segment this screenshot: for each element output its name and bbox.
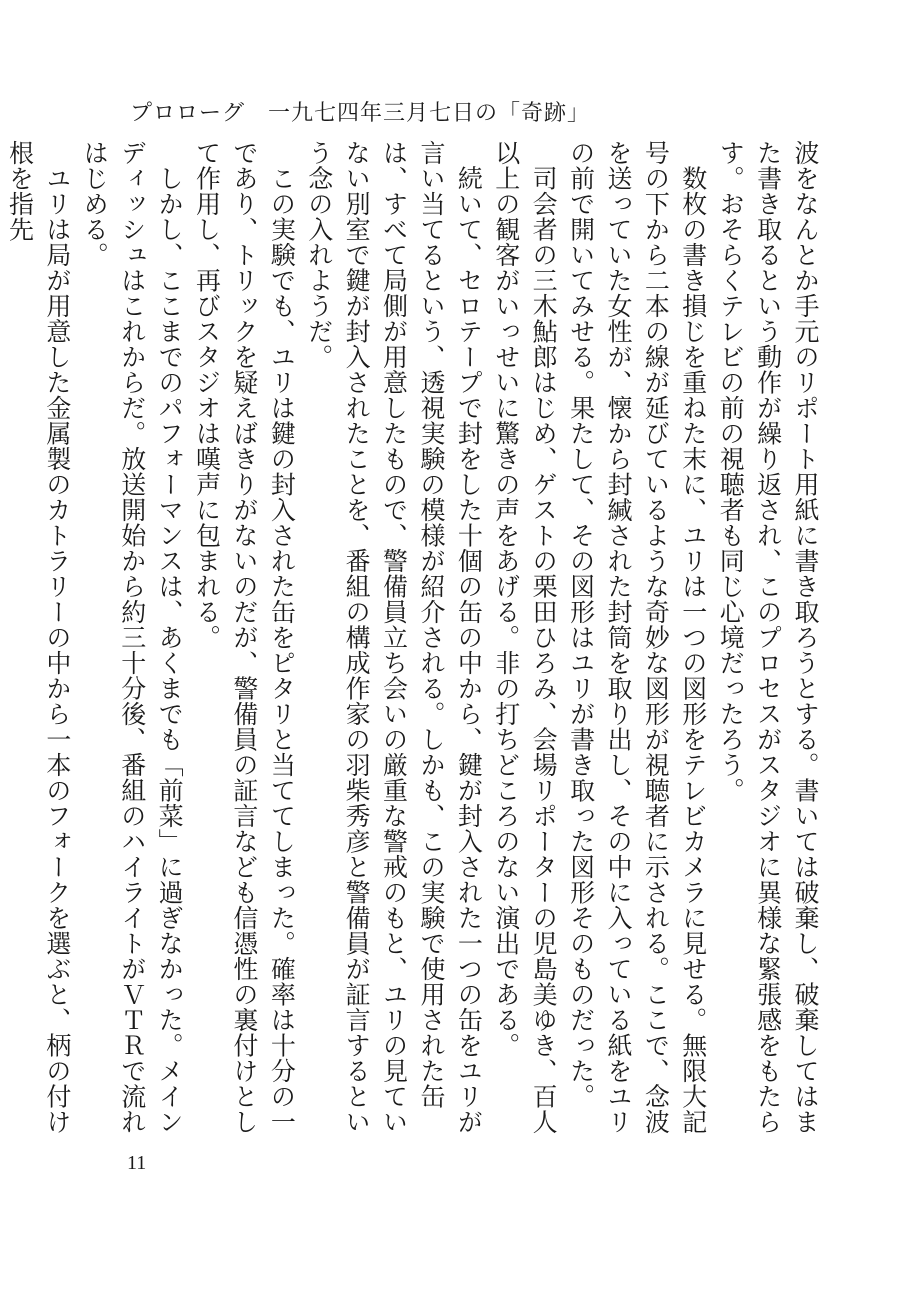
paragraph: 波をなんとか手元のリポート用紙に書き取ろうとする。書いては破棄し、破棄してはまた書き取るという動作が繰り返され、このプロセスがスタジオに異様な緊張感をもたらす。おそらくテレビの前の視聴者も同じ心境だったろう。	[716, 140, 820, 1135]
running-head: プロローグ 一九七四年三月七日の「奇跡」	[130, 101, 591, 126]
paragraph: 続いて、セロテープで封をした十個の缶の中から、鍵が封入された一つの缶をユリが言い当てるという、透視実験の模様が紹介される。しかも、この実験で使用された缶は、すべて局側が用意したもので、警備員立ち会いの厳重な警戒のもと、ユリの見ていない別室で鍵が封入されたことを、番組の構成作家の羽柴秀彦と警備員が証言するという念の入れようだ。	[304, 140, 484, 1135]
paragraph: 司会者の三木鮎郎はじめ、ゲストの栗田ひろみ、会場リポーターの児島美ゆき、百人以上の観客がいっせいに驚きの声をあげる。非の打ちどころのない演出である。	[491, 140, 559, 1135]
paragraph: 数枚の書き損じを重ねた末に、ユリは一つの図形をテレビカメラに見せる。無限大記号の下から二本の線が延びているような奇妙な図形が視聴者に示される。ここで、念波を送っていた女性が、懐から封緘された封筒を取り出し、その中に入っている紙をユリの前で開いてみせる。果たして、その図形はユリが書き取った図形そのものだった。	[566, 140, 708, 1135]
paragraph: ユリは局が用意した金属製のカトラリーの中から一本のフォークを選ぶと、柄の付け根を指先	[5, 140, 72, 1135]
paragraph: この実験でも、ユリは鍵の封入された缶をピタリと当ててしまった。確率は十分の一であり、トリックを疑えばきりがないのだが、警備員の証言なども信憑性の裏付けとして作用し、再びスタジオは嘆声に包まれる。	[192, 140, 297, 1135]
body-text	[5, 140, 824, 1140]
page-number: 11	[127, 1152, 147, 1174]
paragraph: しかし、ここまでのパフォーマンスは、あくまでも「前菜」に過ぎなかった。メインディッシュはこれからだ。放送開始から約三十分後、番組のハイライトがＶＴＲで流れはじめる。	[80, 140, 185, 1135]
